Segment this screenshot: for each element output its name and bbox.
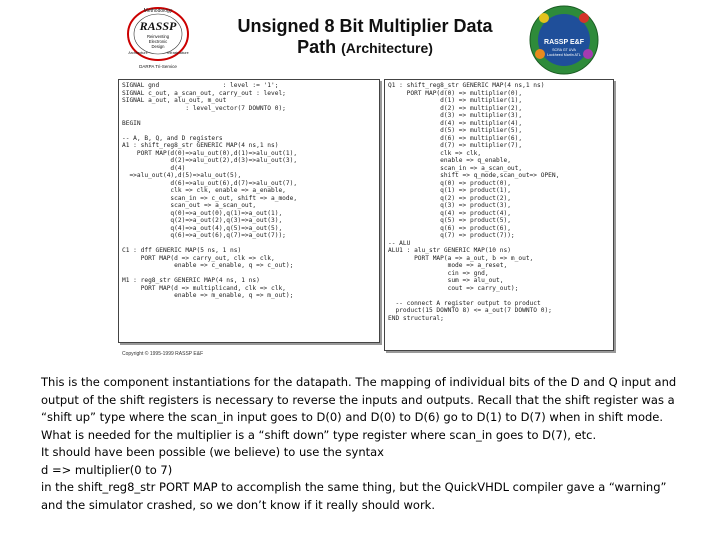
title-line-2: Path (Architecture) (297, 37, 433, 57)
code-line: product(15 DOWNTO 8) <= a_out(7 DOWNTO 0); (388, 307, 552, 314)
description-line: It should have been possible (we believe) to use the syntax (41, 445, 384, 459)
code-line: q(2) => product(2), (388, 194, 511, 202)
code-line: enable => q_enable, (388, 157, 511, 164)
code-line (122, 127, 376, 135)
svg-text:Infrastructure: Infrastructure (167, 51, 189, 55)
code-line: enable => m_enable, q => m_out); (122, 292, 294, 299)
code-line: Q1 : shift_reg8_str GENERIC MAP(4 ns,1 ns) (388, 82, 545, 89)
code-line: cin => gnd, (388, 269, 489, 277)
slide-description (41, 374, 691, 514)
code-line: C1 : dff GENERIC MAP(5 ns, 1 ns) (122, 247, 242, 254)
svg-text:Architecture: Architecture (128, 51, 148, 55)
code-line: PORT MAP(d => carry_out, clk => clk, (122, 254, 275, 262)
code-line: cout => carry_out); (388, 284, 519, 292)
code-line: mode => a_reset, (388, 262, 508, 269)
code-line: d(6) => multiplier(6), (388, 134, 523, 142)
page-title (200, 16, 530, 59)
svg-text:Design: Design (151, 44, 165, 49)
code-line: q(6)=>a_out(6),q(7)=>a_out(7)); (122, 232, 286, 239)
code-line: SIGNAL gnd : level := '1'; (122, 82, 279, 89)
code-line (388, 292, 610, 300)
svg-text:Methodology: Methodology (143, 8, 173, 14)
code-line: M1 : reg8_str GENERIC MAP(4 ns, 1 ns) (122, 277, 260, 284)
code-line: q(0) => product(0), (388, 179, 511, 187)
code-line: q(0)=>a_out(0),q(1)=>a_out(1), (122, 209, 283, 217)
code-line: d(7) => multiplier(7), (388, 142, 523, 149)
description-line: d => multiplier(0 to 7) (41, 462, 173, 477)
title-line-1: Unsigned 8 Bit Multiplier Data (237, 16, 493, 36)
code-line (122, 270, 376, 278)
code-line: : level_vector(7 DOWNTO 0); (122, 104, 286, 112)
code-line: PORT MAP(d => multiplicand, clk => clk, (122, 284, 286, 292)
svg-text:DARPA Tri-Service: DARPA Tri-Service (139, 64, 177, 69)
code-line: SIGNAL a_out, alu_out, m_out (122, 97, 227, 104)
code-line: A1 : shift_reg8_str GENERIC MAP(4 ns,1 ns) (122, 142, 279, 149)
code-line: q(6) => product(6), (388, 224, 511, 232)
code-line: q(2)=>a_out(2),q(3)=>a_out(3), (122, 217, 283, 224)
rassp-ef-logo (528, 4, 600, 76)
code-line: -- A, B, Q, and D registers (122, 134, 223, 142)
svg-text:RASSP E&F: RASSP E&F (544, 39, 584, 46)
code-line: d(3) => multiplier(3), (388, 112, 523, 119)
svg-text:Lockheed Martin ATL: Lockheed Martin ATL (547, 53, 581, 57)
code-line: scan_out => a_scan_out, (122, 202, 257, 209)
code-line: END structural; (388, 314, 444, 322)
description-line: output of the shift registers is necessary to reverse the inputs and outputs. Recall that the shift register was a (41, 392, 675, 407)
description-line: What is needed for the multiplier is a “shift down” type register where scan_in goes to D(7), etc. (41, 427, 597, 442)
code-line: scan_in => a_scan_out, (388, 164, 523, 172)
code-line: =>alu_out(4),d(5)=>alu_out(5), (122, 172, 242, 179)
code-line: d(2) => multiplier(2), (388, 104, 523, 112)
code-line: clk => clk, enable => a_enable, (122, 187, 286, 194)
code-listing-left (118, 79, 380, 343)
code-line: q(4)=>a_out(4),q(5)=>a_out(5), (122, 224, 283, 232)
svg-text:Reinventing: Reinventing (146, 34, 170, 39)
code-line: ALU1 : alu_str GENERIC MAP(10 ns) (388, 247, 511, 254)
description-line: “shift up” type where the scan_in input goes to D(0) and D(0) to D(6) go to D(1) to D(7) when in shift mode. (41, 410, 664, 424)
description-line: in the shift_reg8_str PORT MAP to accomplish the same thing, but the QuickVHDL compiler gave a “warning” (41, 480, 667, 494)
code-line (122, 240, 376, 248)
vhdl-code-right (385, 80, 613, 324)
code-line: d(5) => multiplier(5), (388, 127, 523, 134)
code-line: d(1) => multiplier(1), (388, 97, 523, 104)
code-line: PORT MAP(d(0)=>alu_out(0),d(1)=>alu_out(1), (122, 149, 298, 157)
code-line: d(6)=>alu_out(6),d(7)=>alu_out(7), (122, 179, 298, 187)
code-line: -- connect A register output to product (388, 299, 541, 307)
code-line: q(3) => product(3), (388, 202, 511, 209)
description-line: and the simulator crashed, so we don’t know if it really should work. (41, 497, 435, 512)
code-line: PORT MAP(d(0) => multiplier(0), (388, 89, 523, 97)
svg-text:RASSP: RASSP (139, 19, 177, 33)
code-line: clk => clk, (388, 149, 482, 157)
code-line: BEGIN (122, 119, 141, 127)
copyright-notice: Copyright © 1995-1999 RASSP E&F (122, 351, 204, 357)
code-line: sum => alu_out, (388, 277, 504, 284)
code-line: SIGNAL c_out, a_scan_out, carry_out : level; (122, 89, 286, 97)
description-line: This is the component instantiations for the datapath. The mapping of individual bits of the D and Q input and (41, 375, 677, 389)
rassp-methodology-logo (118, 4, 198, 72)
code-line: scan_in => c_out, shift => a_mode, (122, 194, 298, 202)
code-line: shift => q_mode,scan_out=> OPEN, (388, 172, 560, 179)
code-line: d(4) (122, 164, 186, 172)
code-line: q(7) => product(7)); (388, 232, 515, 239)
code-line: q(4) => product(4), (388, 209, 511, 217)
code-line: -- ALU (388, 239, 411, 247)
code-line: d(4) => multiplier(4), (388, 119, 523, 127)
code-line: q(5) => product(5), (388, 217, 511, 224)
code-line (122, 112, 376, 120)
code-line: d(2)=>alu_out(2),d(3)=>alu_out(3), (122, 157, 298, 164)
vhdl-code-left (119, 80, 379, 302)
svg-text:SCRA GT UVA: SCRA GT UVA (552, 48, 576, 52)
svg-text:Electronic: Electronic (148, 39, 168, 44)
code-listing-right (384, 79, 614, 351)
code-line: q(1) => product(1), (388, 187, 511, 194)
code-line: enable => c_enable, q => c_out); (122, 262, 294, 269)
code-line: PORT MAP(a => a_out, b => m_out, (388, 254, 534, 262)
